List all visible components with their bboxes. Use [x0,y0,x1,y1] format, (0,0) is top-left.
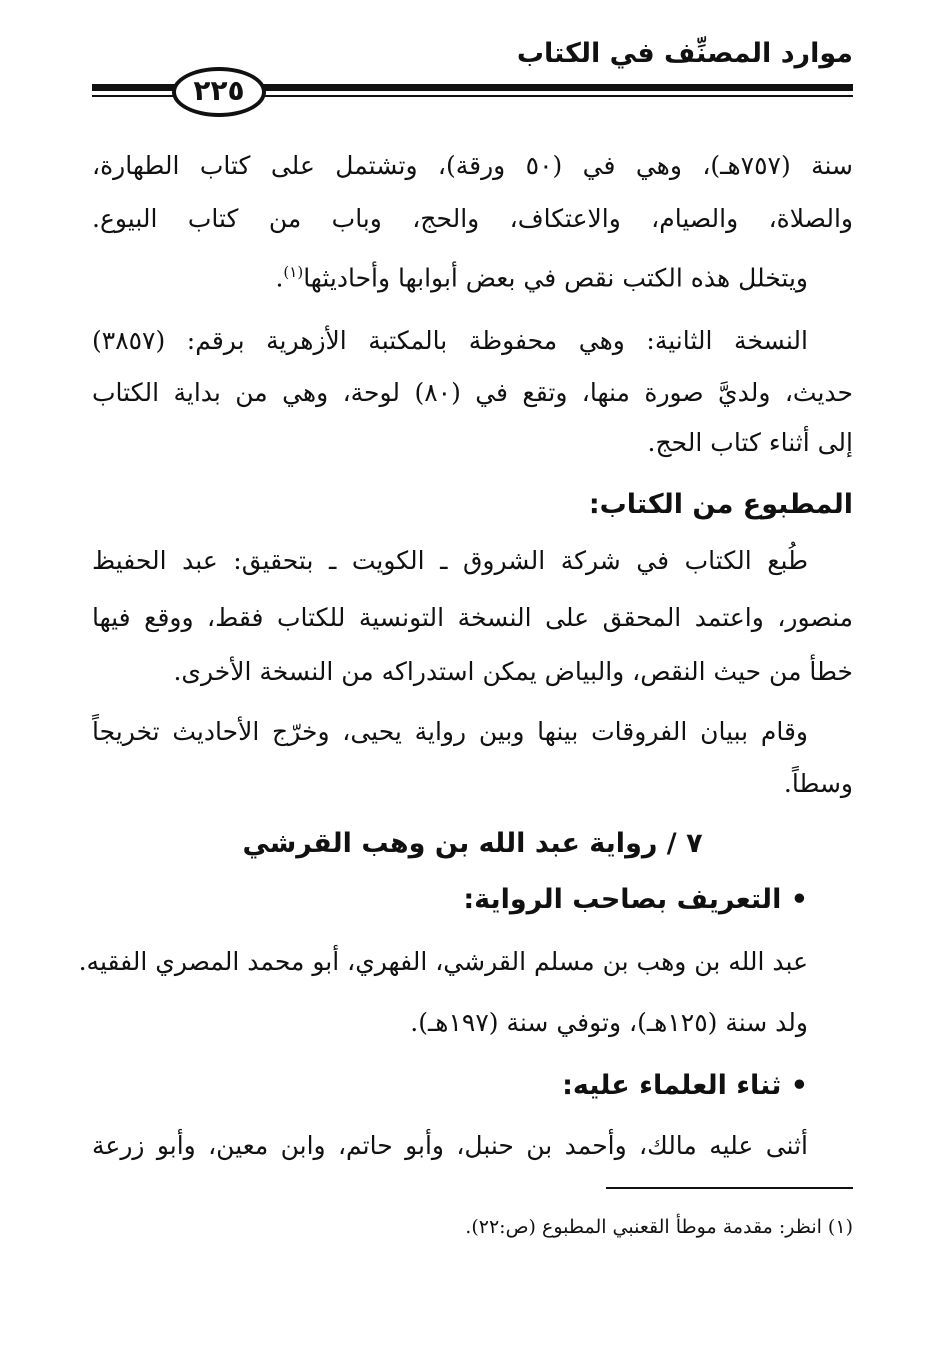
body-line-5: حديث، ولديَّ صورة منها، وتقع في (٨٠) لوحة، وهي من بداية الكتاب [92,378,853,407]
body-line-14: أثنى عليه مالك، وأحمد بن حنبل، وأبو حاتم، وابن معين، وأبو زرعة [92,1131,808,1160]
body-line-2: والصلاة، والصيام، والاعتكاف، والحج، وباب من كتاب البيوع. [92,204,853,233]
body-line-3-end: . [275,263,284,293]
subheading-scholars-praise: • ثناء العلماء عليه: [562,1070,808,1101]
section-heading-printed: المطبوع من الكتاب: [588,489,853,520]
running-title: موارد المصنِّف في الكتاب [516,38,853,69]
footnote-ref[interactable]: (١) [283,263,304,281]
body-line-11: وسطاً. [783,769,853,798]
body-line-10: وقام ببيان الفروقات بينها وبين رواية يحيى، وخرّج الأحاديث تخريجاً [92,717,808,746]
body-line-9: خطأ من حيث النقص، والبياض يمكن استدراكه من النسخة الأخرى. [173,657,853,686]
body-line-8: منصور، واعتمد المحقق على النسخة التونسية للكتاب فقط، ووقع فيها [92,603,853,632]
page-number: ٢٢٥ [172,67,266,117]
footnote-1: (١) انظر: مقدمة موطأ القعنبي المطبوع (ص:٢٢). [465,1216,853,1238]
body-line-13: ولد سنة (١٢٥هـ)، وتوفي سنة (١٩٧هـ). [410,1008,808,1037]
subheading-narrator-intro: • التعريف بصاحب الرواية: [463,884,808,915]
section-heading-narration: ٧ / رواية عبد الله بن وهب القرشي [242,828,703,859]
body-line-3 [92,254,808,296]
body-line-7: طُبع الكتاب في شركة الشروق ـ الكويت ـ بتحقيق: عبد الحفيظ [92,546,808,575]
body-line-3-text: ويتخلل هذه الكتب نقص في بعض أبوابها وأحاديثها [303,263,808,293]
body-line-6: إلى أثناء كتاب الحج. [647,428,853,457]
body-line-12: عبد الله بن وهب بن مسلم القرشي، الفهري، أبو محمد المصري الفقيه. [78,947,808,976]
footnote-separator [606,1187,853,1189]
body-line-4: النسخة الثانية: وهي محفوظة بالمكتبة الأزهرية برقم: (٣٨٥٧) [92,326,808,355]
body-line-1: سنة (٧٥٧هـ)، وهي في (٥٠ ورقة)، وتشتمل على كتاب الطهارة، [92,151,853,180]
